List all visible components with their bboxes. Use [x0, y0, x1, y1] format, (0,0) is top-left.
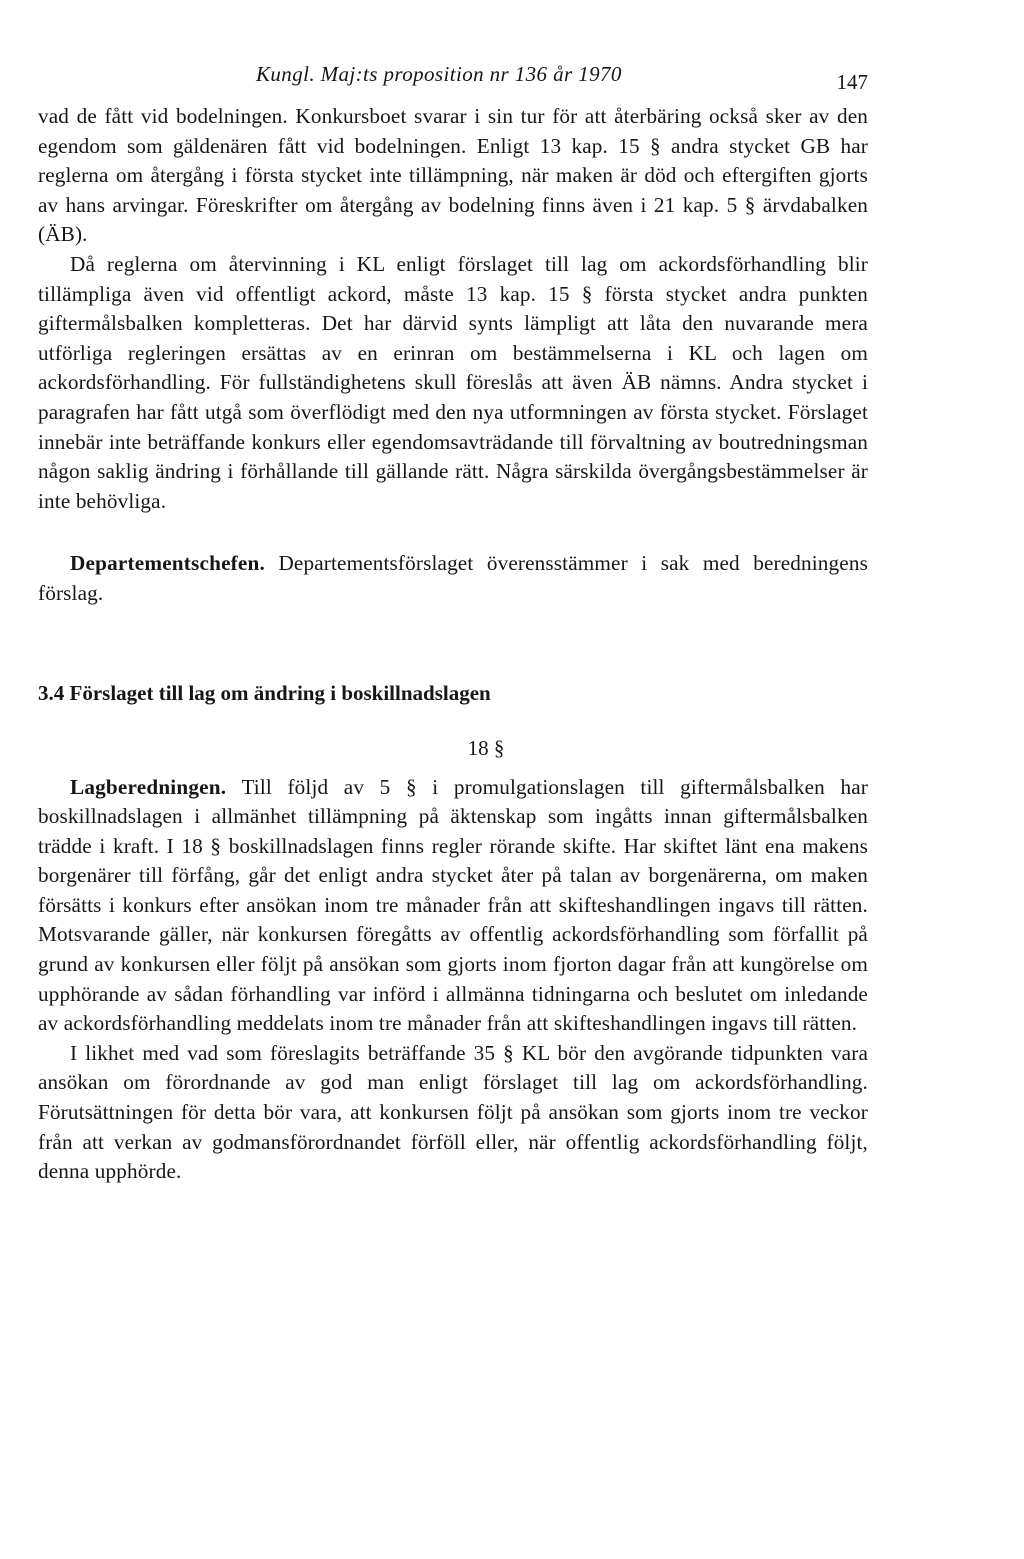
departementschefen-text: Departementsförslaget överensstämmer i sak med beredningens förslag.: [38, 551, 868, 605]
paragraph-number: 18 §: [467, 735, 505, 760]
paragraph-atervinning: Då reglerna om återvinning i KL enligt förslaget till lag om ackordsförhandling blir tillämpliga även vid offentligt ackord, måste 13 kap. 15 § första stycket andra punkten giftermålsbalken kompletteras. Det har därvid synts lämpligt att låta den nuvarande mera utförliga regleringen ersättas av en erinran om bestämmelserna i KL och lagen om ackordsförhandling. För fullständighetens skull föreslås att även ÄB nämns. Andra stycket i paragrafen har fått utgå som överflödigt med den nya utformningen av första stycket. Förslaget innebär inte beträffande konkurs eller egendomsavträdande till förvaltning av boutredningsman någon saklig ändring i förhållande till gällande rätt. Några särskilda övergångsbestämmelser är inte behövliga.: [38, 251, 868, 513]
paragraph-tidpunkt: I likhet med vad som föreslagits beträffande 35 § KL bör den avgörande tidpunkten vara ansökan om förordnande av god man enligt förslaget till lag om ackordsförhandling. Förutsättningen för detta bör vara, att konkursen följt på ansökan som gjorts inom tre veckor från att verkan av godmansförordnandet förföll eller, när offentlig ackordsförhandling följt, denna upphörde.: [38, 1040, 868, 1184]
spacer: [38, 609, 868, 679]
paragraph-departementschefen: [38, 549, 868, 608]
document-page: [38, 62, 868, 1187]
paragraph-bodelning: vad de fått vid bodelningen. Konkursboet svarar i sin tur för att återbäring också sker av den egendom som gäldenären fått vid bodelningen. Enligt 13 kap. 15 § andra stycket GB har reglerna om återgång i första stycket inte tillämpning, när maken är död och eftergiften gjorts av hans arvingar. Föreskrifter om återgång av bodelning finns även i 21 kap. 5 § ärvdabalken (ÄB).: [38, 104, 868, 247]
speaker-lagberedningen: Lagberedningen.: [70, 774, 227, 799]
page-number: 147: [836, 70, 868, 94]
lagberedningen-text: Till följd av 5 § i promulgationslagen till giftermålsbalken har boskillnadslagen i allmänhet tillämpning på äktenskap som ingåtts innan giftermålsbalken trädde i kraft. I 18 § boskillnadslagen finns regler rörande skifte. Har skiftet länt ena makens borgenärer till förfång, går det enligt andra stycket åter på talan av borgenärerna, om maken försätts i konkurs efter ansökan inom tre månader från att skifteshandlingen ingavs till rätten. Motsvarande gäller, när konkursen föregåtts av offentlig ackordsförhandling som förfallit på grund av konkursen eller följt på ansökan som gjorts inom fjorton dagar från att kungörelse om upphörande av sådan förhandling var införd i allmänna tidningarna och beslutet om inledande av ackordsförhandling meddelats inom tre månader från att skifteshandlingen ingavs till rätten.: [38, 774, 868, 1036]
running-head: [38, 62, 868, 102]
section-heading: 3.4 Förslaget till lag om ändring i boskillnadslagen: [38, 680, 491, 705]
spacer: [38, 516, 868, 549]
running-head-title: Kungl. Maj:ts proposition nr 136 år 1970: [256, 62, 622, 86]
speaker-departementschefen: Departementschefen.: [70, 551, 266, 576]
paragraph-lagberedningen: [38, 773, 868, 1039]
